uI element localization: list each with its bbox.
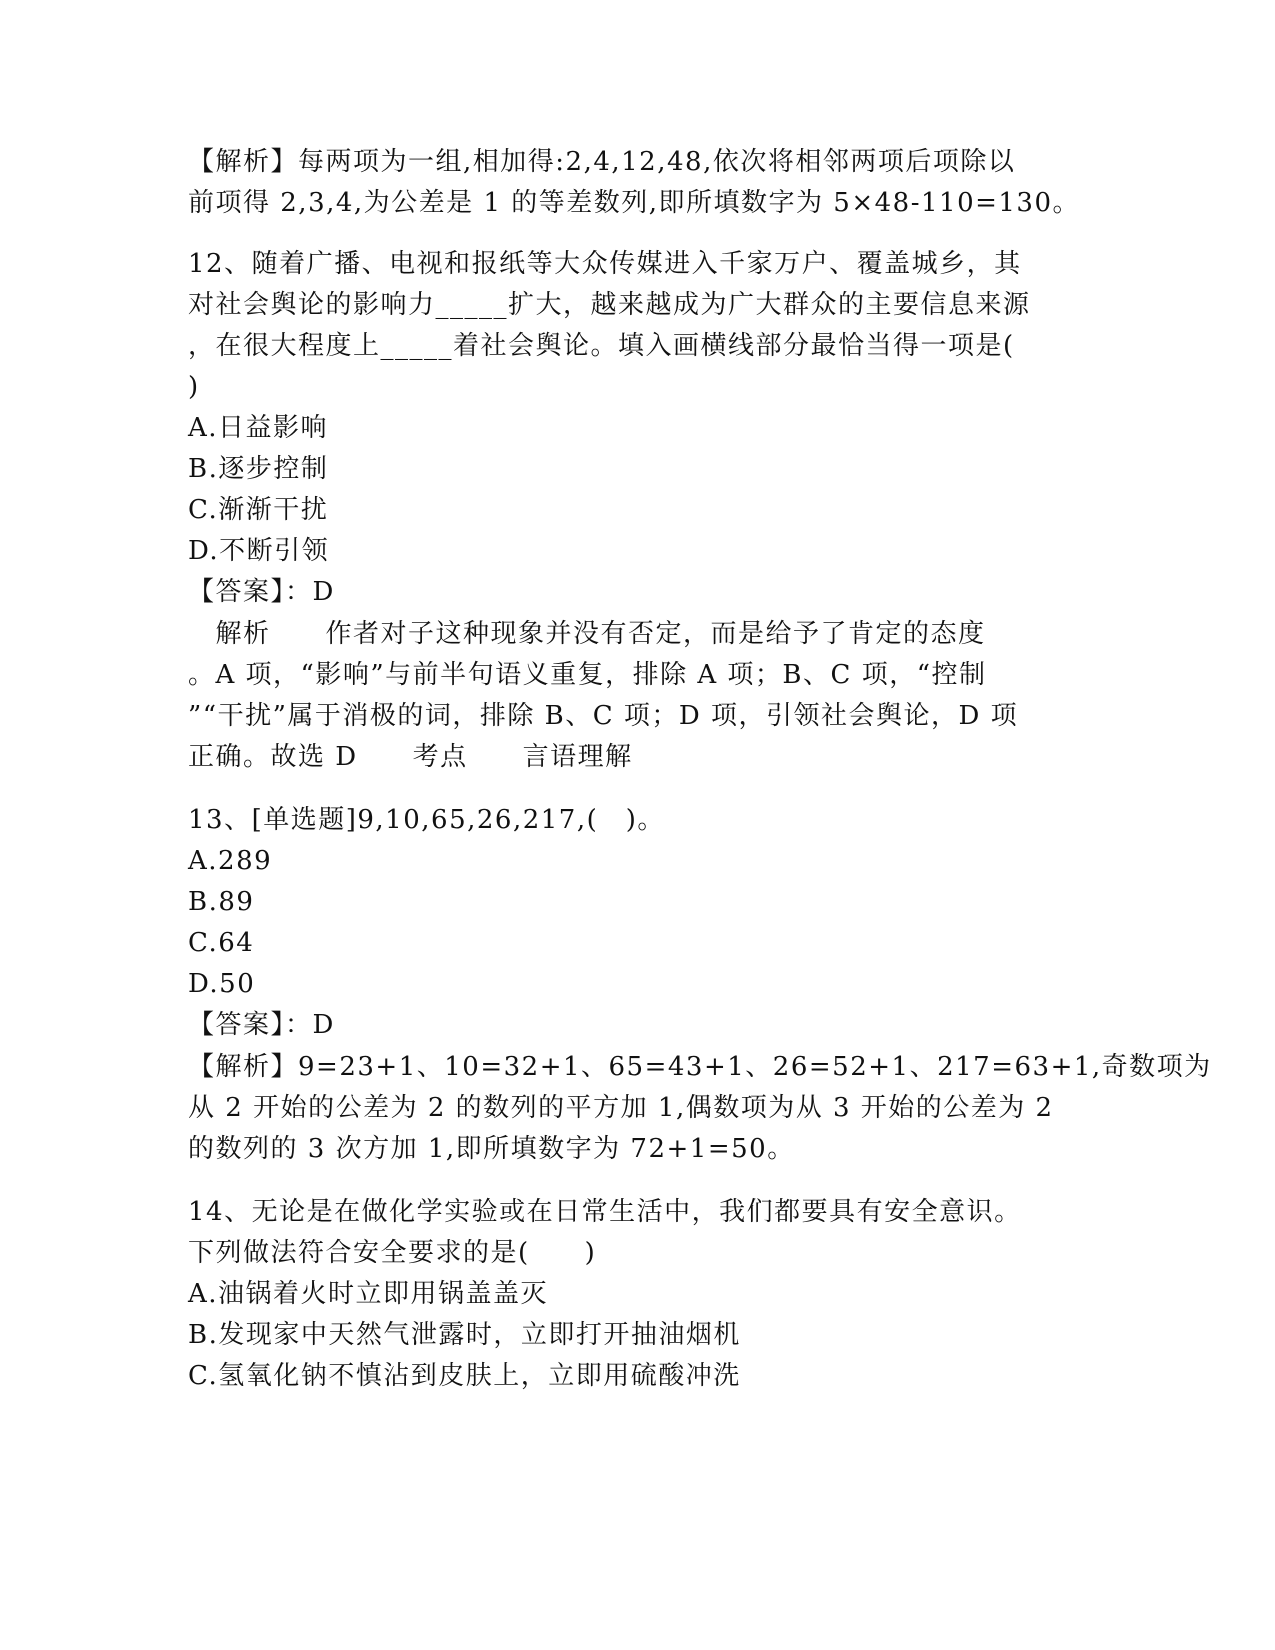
- q12-stem-line-1: 12、随着广播、电视和报纸等大众传媒进入千家万户、覆盖城乡，其: [188, 249, 1022, 279]
- q13-analysis-line-3: 的数列的 3 次方加 1,即所填数字为 72+1=50。: [188, 1134, 795, 1164]
- q12-option-d: D.不断引领: [188, 536, 330, 566]
- q13-option-c: C.64: [188, 928, 255, 958]
- q13-option-a: A.289: [188, 846, 273, 876]
- q13-answer: 【答案】：D: [188, 1010, 335, 1040]
- q12-explanation-line-4: 正确。故选 D 考点 言语理解: [188, 742, 633, 772]
- q12-explanation-line-1: 解析 作者对子这种现象并没有否定，而是给予了肯定的态度: [188, 619, 986, 649]
- q12-option-a: A.日益影响: [188, 413, 329, 443]
- q12-stem-line-4: ): [188, 372, 200, 402]
- q12-stem-line-3: ，在很大程度上_____着社会舆论。填入画横线部分最恰当得一项是(: [188, 331, 1015, 361]
- q12-explanation-line-2: 。A 项，“影响”与前半句语义重复，排除 A 项；B、C 项，“控制: [188, 660, 987, 690]
- q12-stem-line-2: 对社会舆论的影响力_____扩大，越来越成为广大群众的主要信息来源: [188, 290, 1031, 320]
- q14-stem-line-2: 下列做法符合安全要求的是( ): [188, 1238, 597, 1268]
- q14-option-b: B.发现家中天然气泄露时，立即打开抽油烟机: [188, 1320, 741, 1350]
- q14-option-a: A.油锅着火时立即用锅盖盖灭: [188, 1279, 549, 1309]
- q13-analysis-line-1: 【解析】9=23+1、10=32+1、65=43+1、26=52+1、217=63+1,奇数项为: [188, 1052, 1212, 1082]
- q13-option-b: B.89: [188, 887, 255, 917]
- q12-explanation-line-3: ”“干扰”属于消极的词，排除 B、C 项；D 项，引领社会舆论，D 项: [188, 701, 1019, 731]
- q13-option-d: D.50: [188, 969, 256, 999]
- q11-analysis-line-1: 【解析】每两项为一组,相加得:2,4,12,48,依次将相邻两项后项除以: [188, 147, 1016, 177]
- q12-answer: 【答案】：D: [188, 577, 335, 607]
- q11-analysis-line-2: 前项得 2,3,4,为公差是 1 的等差数列,即所填数字为 5×48-110=130。: [188, 188, 1081, 218]
- q14-option-c: C.氢氧化钠不慎沾到皮肤上，立即用硫酸冲洗: [188, 1361, 741, 1391]
- q14-stem-line-1: 14、无论是在做化学实验或在日常生活中，我们都要具有安全意识。: [188, 1197, 1022, 1227]
- q12-option-b: B.逐步控制: [188, 454, 329, 484]
- q12-option-c: C.渐渐干扰: [188, 495, 329, 525]
- q13-stem: 13、[单选题]9,10,65,26,217,( )。: [188, 805, 665, 835]
- q13-analysis-line-2: 从 2 开始的公差为 2 的数列的平方加 1,偶数项为从 3 开始的公差为 2: [188, 1093, 1054, 1123]
